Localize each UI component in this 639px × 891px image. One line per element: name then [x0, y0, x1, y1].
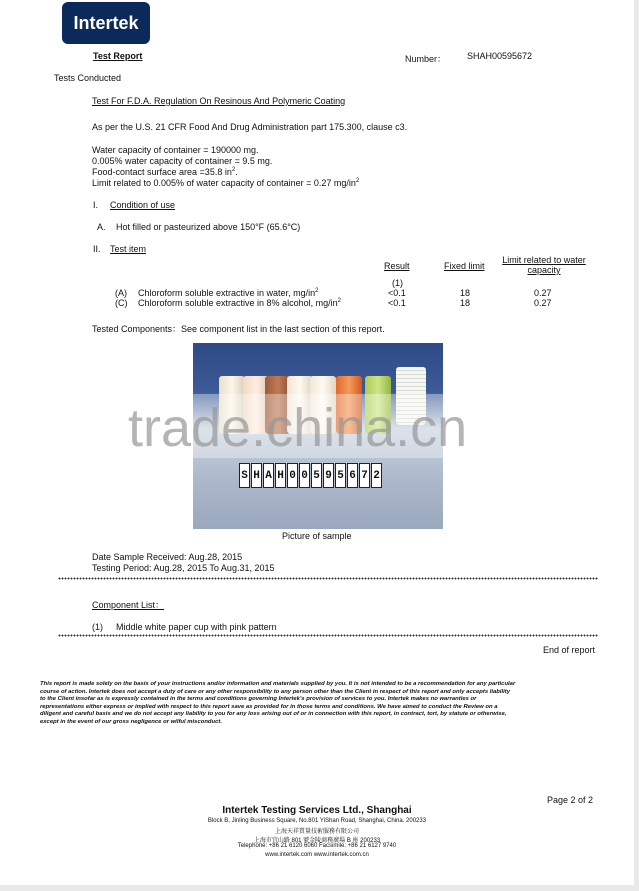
condition-roman: I. — [93, 200, 99, 210]
footer-address-en: Block B, Jinling Business Square, No.801 YiShan Road, Shanghai, China. 200233 — [207, 818, 427, 824]
row-a-fixed: 18 — [460, 288, 471, 298]
test-basis: As per the U.S. 21 CFR Food And Drug Administration part 175.300, clause c3. — [92, 122, 408, 132]
row-c-desc: Chloroform soluble extractive in 8% alcohol, $mg/in^2$ — [138, 298, 341, 308]
logo-text: Intertek — [73, 12, 139, 33]
column-result: Result — [384, 261, 410, 271]
separator-stars-1 — [58, 577, 598, 580]
report-number-value: SHAH00595672 — [467, 51, 533, 61]
watermark-band — [0, 394, 634, 458]
condition-item-letter: A. — [97, 222, 106, 232]
footer-address-cn: 上海市宜山路 801 號金陵商務廣場 B 座 200233 — [253, 838, 381, 844]
section-label: Tests Conducted — [54, 73, 122, 83]
column-fixed-limit: Fixed limit — [444, 261, 485, 271]
row-a-limit: 0.27 — [534, 288, 552, 298]
component-item-text: Middle white paper cup with pink pattern — [116, 622, 277, 632]
disclaimer: This report is made solely on the basis of your instructions and/or information and materials supplied by you. It is not intended to be a recommendation for any particular course of action. Intertek does not accept a duty of care or any other responsibility to any person other than the Client in respect of this report and only accepts liability to the Client insofar as is expressly contained in the terms and conditions governing Intertek's provision of services to you. Intertek makes no warranties or representations either express or implied with respect to this report save as provided for in those terms and conditions. We have aimed to conduct the Review on a diligent and careful basis and we do not accept any liability to you for any loss arising out of or in connection with this report, in contract, tort, by statute or otherwise, except in the event of our gross negligence or wilful misconduct. — [40, 681, 516, 725]
percent-capacity: 0.005% water capacity of container = 9.5 mg. — [92, 156, 273, 166]
date-received: Date Sample Received: Aug.28, 2015 — [92, 552, 243, 562]
component-item-no: (1) — [92, 622, 103, 632]
sample-number-label: S H A H 0 0 5 9 5 6 7 2 — [239, 463, 382, 488]
report-number-label: Number： — [405, 54, 447, 64]
water-capacity: Water capacity of container = 190000 mg. — [92, 145, 259, 155]
photo-caption: Picture of sample — [282, 531, 352, 541]
test-heading: Test For F.D.A. Regulation On Resinous And Polymeric Coating — [92, 96, 346, 106]
row-c-id: (C) — [115, 298, 128, 308]
column-limit-water: Limit related to water capacity — [502, 255, 586, 275]
surface-area: Food-contact surface area =35.8 $in^2$. — [92, 167, 238, 177]
page-number: Page 2 of 2 — [547, 795, 594, 805]
footer-web: www.intertek.com www.intertek.com.cn — [265, 852, 369, 858]
tested-components: Tested Components：See component list in the last section of this report. — [92, 324, 385, 334]
intertek-logo — [62, 2, 150, 44]
limit-statement: Limit related to 0.005% of water capacity of container = 0.27 $mg/in^2$ — [92, 178, 360, 188]
row-c-fixed: 18 — [460, 298, 471, 308]
footer-company: Intertek Testing Services Ltd., Shanghai — [222, 805, 412, 816]
test-item-heading: Test item — [110, 244, 147, 254]
watermark-text: trade.china.cn — [128, 398, 468, 458]
row-a-desc: Chloroform soluble extractive in water, $mg/in^2$ — [138, 288, 319, 298]
condition-heading: Condition of use — [110, 200, 176, 210]
report-title: Test Report — [93, 51, 143, 61]
end-of-report: End of report — [543, 645, 596, 655]
component-list-heading: Component List： — [92, 600, 165, 610]
footer-phone: Telephone: +86 21 6120 6060 Facsimile: +86 21 6127 9740 — [237, 843, 397, 849]
footer-company-cn: 上海天祥質量技術服務有限公司 — [274, 829, 359, 835]
row-a-result: <0.1 — [388, 288, 406, 298]
row-a-id: (A) — [115, 288, 127, 298]
result-subscript: (1) — [392, 278, 403, 288]
row-c-limit: 0.27 — [534, 298, 552, 308]
testing-period: Testing Period: Aug.28, 2015 To Aug.31, 2015 — [92, 563, 275, 573]
separator-stars-2 — [58, 634, 598, 637]
test-item-roman: II. — [93, 244, 101, 254]
row-c-result: <0.1 — [388, 298, 406, 308]
condition-item-text: Hot filled or pasteurized above 150°F (65.6°C) — [116, 222, 301, 232]
